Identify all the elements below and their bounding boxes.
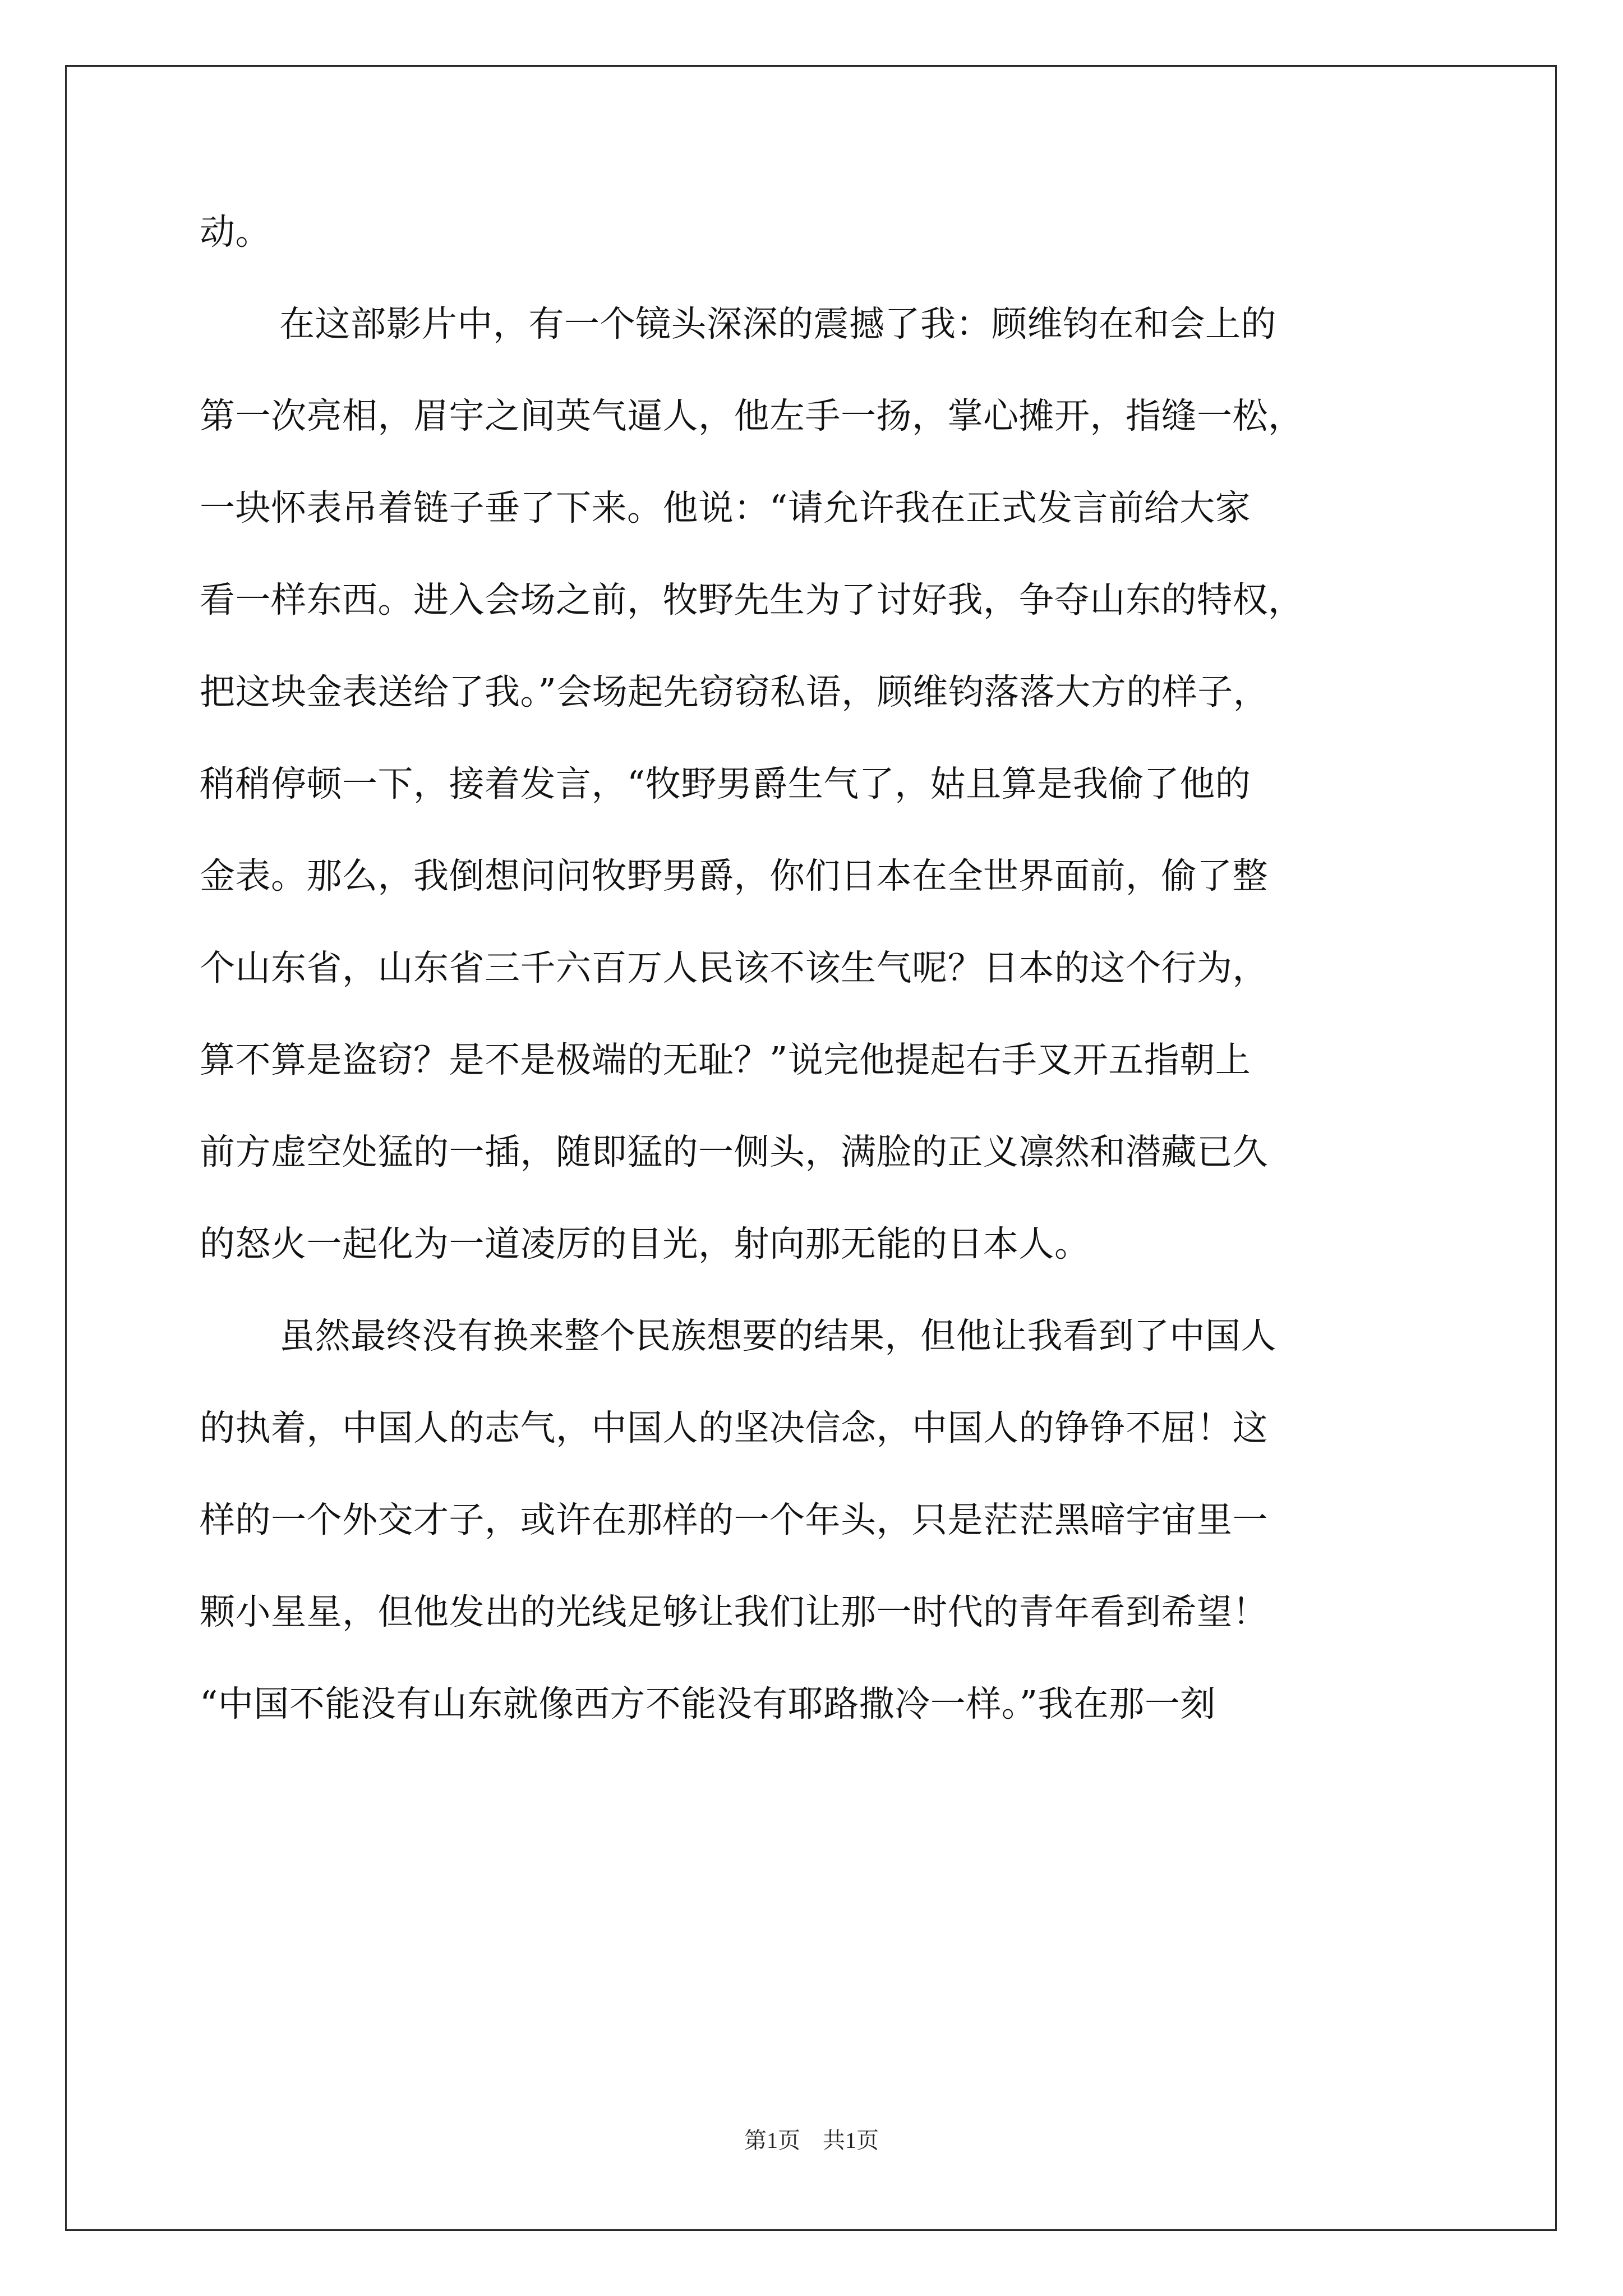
text-line: 算不算是盗窃？是不是极端的无耻？”说完他提起右手叉开五指朝上 bbox=[200, 1039, 1251, 1080]
document-body bbox=[200, 212, 1428, 1776]
text-line: 前方虚空处猛的一插，随即猛的一侧头，满脸的正义凛然和潜藏已久 bbox=[200, 1131, 1268, 1172]
text-line: 颗小星星，但他发出的光线足够让我们让那一时代的青年看到希望！ bbox=[200, 1591, 1268, 1632]
text-line: 第一次亮相，眉宇之间英气逼人，他左手一扬，掌心摊开，指缝一松， bbox=[200, 395, 1304, 436]
text-line: 一块怀表吊着链子垂了下来。他说：“请允许我在正式发言前给大家 bbox=[200, 487, 1251, 528]
text-line: 的执着，中国人的志气，中国人的坚决信念，中国人的铮铮不屈！这 bbox=[200, 1407, 1268, 1448]
text-line: 看一样东西。进入会场之前，牧野先生为了讨好我，争夺山东的特权， bbox=[200, 579, 1304, 620]
text-line: 金表。那么，我倒想问问牧野男爵，你们日本在全世界面前，偷了整 bbox=[200, 855, 1268, 896]
text-line: 的怒火一起化为一道凌厉的目光，射向那无能的日本人。 bbox=[200, 1223, 1090, 1264]
text-line: 稍稍停顿一下，接着发言，“牧野男爵生气了，姑且算是我偷了他的 bbox=[200, 763, 1251, 804]
text-line: 把这块金表送给了我。”会场起先窃窃私语，顾维钧落落大方的样子， bbox=[200, 671, 1269, 712]
text-line: “中国不能没有山东就像西方不能没有耶路撒冷一样。”我在那一刻 bbox=[200, 1683, 1216, 1724]
text-line: 在这部影片中，有一个镜头深深的震撼了我：顾维钧在和会上的 bbox=[279, 303, 1276, 344]
text-line: 虽然最终没有换来整个民族想要的结果，但他让我看到了中国人 bbox=[279, 1315, 1276, 1356]
text-line: 动。 bbox=[200, 211, 271, 252]
text-line: 个山东省，山东省三千六百万人民该不该生气呢？日本的这个行为， bbox=[200, 947, 1268, 988]
page-number-footer: 第1页 共1页 bbox=[744, 2128, 879, 2153]
text-line: 样的一个外交才子，或许在那样的一个年头，只是茫茫黑暗宇宙里一 bbox=[200, 1499, 1268, 1540]
